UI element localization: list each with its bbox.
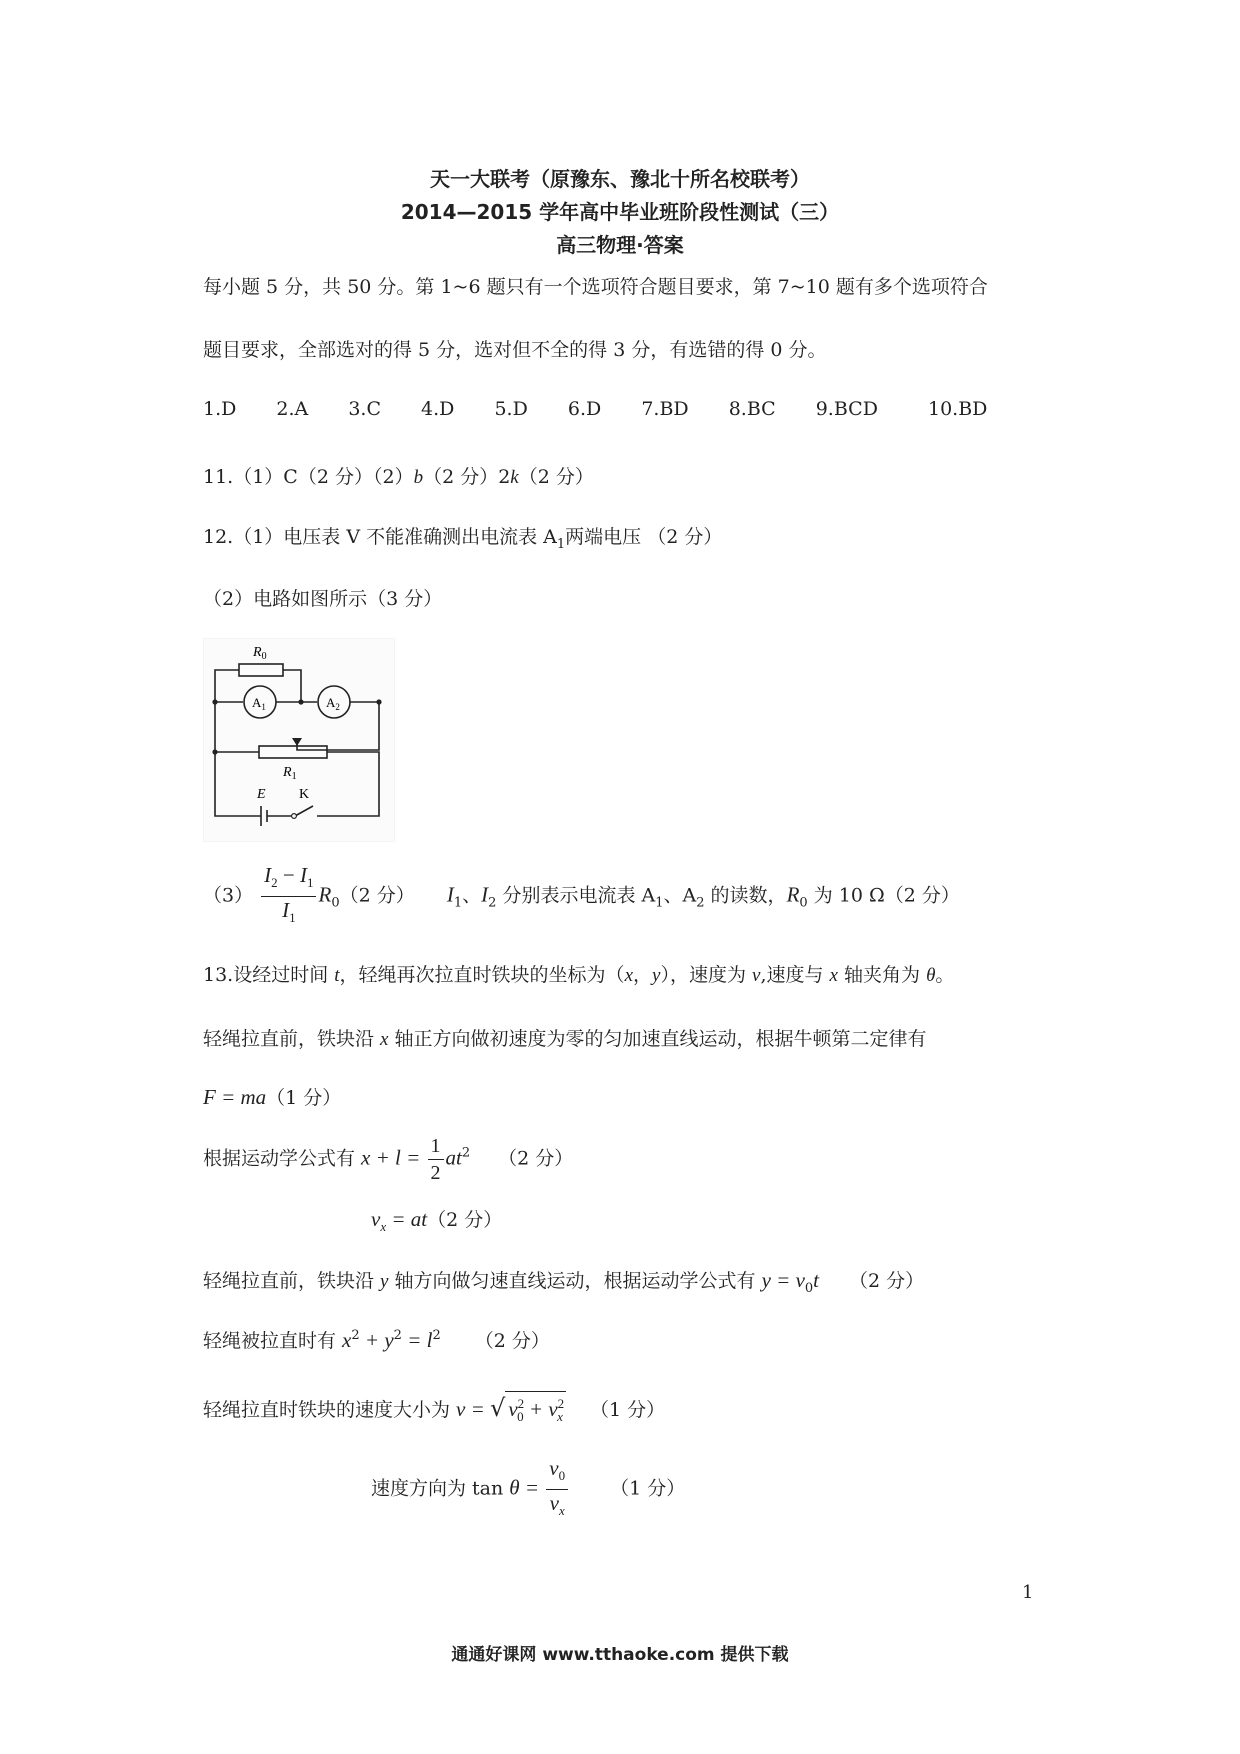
q13-x: x [624, 965, 633, 986]
label-a2: $A_2$ [326, 695, 340, 712]
q13-eq-kinematic [203, 1133, 573, 1186]
switch-contact [292, 814, 297, 819]
eq-y-t: t [813, 1268, 820, 1292]
q12-part1-text: 12.（1）电压表 V 不能准确测出电流表 A [203, 526, 557, 548]
q13-text: ），速度为 [660, 964, 752, 986]
header-line-2: 2014—2015 学年高中毕业班阶段性测试（三） [400, 200, 840, 224]
eq-circle-l: = l [401, 1328, 433, 1352]
frac-den: 2 [430, 1162, 441, 1184]
eq-speed-vx: + v [523, 1397, 558, 1421]
q12-desc2: 的读数， [704, 884, 787, 907]
q12-r0b-sub: 0 [799, 895, 808, 911]
q13-text: ，轻绳再次拉直时铁块的坐标为（ [339, 964, 625, 986]
eq-speed-v0: v [508, 1397, 518, 1421]
q13-theta: θ [926, 965, 936, 986]
frac-num-a-sub: 2 [271, 875, 278, 890]
label-a1: $A_1$ [252, 695, 266, 712]
junction-dot [376, 699, 381, 704]
eq-y: y = v [761, 1268, 805, 1292]
eq-kin-lhs: x + l = [361, 1145, 426, 1170]
eq-sup: 2 [432, 1328, 441, 1343]
q13-text: 轴方向做匀速直线运动，根据运动学公式有 [388, 1270, 762, 1292]
eq-sup: 2 [351, 1328, 360, 1343]
frac-den: v [549, 1491, 559, 1515]
eq-speed-v: v = [456, 1397, 491, 1421]
q13-text: 轻绳拉直前，铁块沿 [203, 1270, 381, 1292]
q12-r0b: R [786, 882, 800, 907]
eq-dir-theta: θ [509, 1475, 520, 1500]
q13-text: 轻绳拉直时铁块的速度大小为 [203, 1399, 457, 1421]
frac-num-a: I [264, 863, 272, 887]
q11-answer [203, 462, 594, 489]
q12-part3 [203, 862, 960, 931]
answer-item: 7.BD [641, 398, 689, 420]
header-line-1: 天一大联考（原豫东、豫北十所名校联考） [430, 167, 810, 191]
choice-answers [203, 398, 1021, 420]
frac-den-sub: x [558, 1503, 565, 1518]
q13-line-2 [203, 1024, 927, 1051]
answer-item: 3.C [348, 398, 381, 420]
frac-num-op: − [277, 863, 300, 887]
junction-dot [298, 699, 303, 704]
sqrt-sign: √ [490, 1394, 506, 1422]
answer-item: 8.BC [728, 398, 776, 420]
q13-score: （2 分） [498, 1147, 574, 1170]
q12-i2: I [481, 882, 489, 907]
q11-prefix: 11.（1）C（2 分）（2） [203, 466, 414, 488]
q13-score: （2 分） [849, 1270, 925, 1292]
frac-den: I [282, 898, 290, 922]
q13-text: 根据运动学公式有 [203, 1147, 362, 1170]
q12-part3-label: （3） [203, 884, 254, 907]
page-number: 1 [1022, 1582, 1034, 1603]
q12-a2-sub: 2 [696, 895, 705, 911]
eq-kin-half [428, 1133, 444, 1186]
q12-i2-sub: 2 [488, 895, 497, 911]
eq-circle-y: + y [359, 1328, 394, 1352]
sqrt-content [505, 1391, 566, 1429]
q13-text: 轴正方向做初速度为零的匀加速直线运动，根据牛顿第二定律有 [388, 1028, 927, 1050]
q13-score: （2 分） [474, 1330, 550, 1352]
q12-part1-sub: 1 [556, 537, 566, 552]
q12-score1: （2 分） [339, 884, 415, 907]
q13-text: 轻绳拉直前，铁块沿 [203, 1028, 381, 1050]
q13-text: ,速度与 [760, 964, 830, 986]
label-r1: $R_1$ [283, 765, 297, 782]
q13-y: y [652, 965, 661, 986]
q12-sep: 、 [462, 884, 482, 907]
circuit-diagram [203, 638, 395, 842]
eq-sup: 2 [557, 1396, 565, 1411]
frac-num: 1 [428, 1133, 444, 1160]
q13-score: （2 分） [427, 1209, 503, 1231]
eq-vx-rhs: = at [386, 1207, 428, 1231]
eq-sub: 0 [517, 1409, 524, 1424]
q13-text: 速度方向为 tan [371, 1477, 510, 1500]
q12-part1-text-b: 两端电压 （2 分） [565, 526, 723, 548]
eq-y-sub: 0 [804, 1281, 814, 1296]
frac-num-b: I [299, 863, 307, 887]
q13-text: 13.设经过时间 [203, 964, 335, 986]
eq-sub: x [557, 1409, 563, 1424]
q13-score: （1 分） [589, 1399, 666, 1421]
q13-text: 。 [935, 964, 955, 986]
footer-download-note: 通通好课网 www.tthaoke.com 提供下载 [451, 1645, 789, 1665]
intro-line-1: 每小题 5 分，共 50 分。第 1~6 题只有一个选项符合题目要求，第 7~10 题有多个选项符合 [203, 276, 988, 298]
junction-dot [212, 749, 217, 754]
label-e: E [257, 787, 266, 802]
eq-sup: 2 [517, 1396, 525, 1411]
eq-dir-eq: = [519, 1475, 545, 1500]
answer-item: 2.A [276, 398, 309, 420]
q13-line-1 [203, 960, 954, 987]
eq-dir-fraction [546, 1455, 568, 1524]
label-k: K [299, 787, 310, 802]
q11-k: k [510, 467, 519, 488]
frac-num-sub: 0 [558, 1468, 566, 1483]
q12-desc-sep: 、A [663, 884, 697, 907]
q13-eq-direction [371, 1455, 685, 1524]
q13-t: t [334, 965, 340, 986]
header-line-3: 高三物理·答案 [556, 233, 684, 257]
q11-mid: （2 分）2 [423, 466, 511, 488]
q13-eq-circle [203, 1326, 550, 1353]
q13-x: x [380, 1029, 389, 1050]
q12-r0-sub: 0 [331, 895, 340, 911]
q12-i1-sub: 1 [453, 895, 463, 911]
q13-y: y [380, 1271, 389, 1292]
intro-line-2: 题目要求，全部选对的得 5 分，选对但不全的得 3 分，有选错的得 0 分。 [203, 339, 827, 361]
q12-desc: 分别表示电流表 A [496, 884, 656, 907]
q13-score: （1 分） [266, 1087, 342, 1109]
q13-x: x [829, 965, 838, 986]
answer-item: 6.D [567, 398, 602, 420]
answer-item: 5.D [494, 398, 528, 420]
eq-vx-sub: x [380, 1219, 387, 1234]
frac-num: v [549, 1456, 559, 1480]
q12-r0: R [318, 882, 332, 907]
eq-kin-rhs: at [445, 1145, 462, 1170]
q13-v: v [752, 965, 761, 986]
q13-text: 轴夹角为 [837, 964, 927, 986]
answer-item: 9.BCD [815, 398, 878, 420]
q13-eq-vx [371, 1205, 502, 1235]
frac-num-b-sub: 1 [306, 875, 314, 890]
q11-end: （2 分） [518, 466, 594, 488]
answer-item: 1.D [203, 398, 237, 420]
q12-a1-sub: 1 [655, 895, 664, 911]
q13-text: ， [633, 964, 653, 986]
eq-sup: 2 [393, 1328, 402, 1343]
eq-kin-sup: 2 [461, 1145, 471, 1161]
q12-fraction [261, 862, 316, 931]
q12-i1: I [446, 882, 454, 907]
q12-part2: （2）电路如图所示（3 分） [203, 588, 443, 610]
q13-text: 轻绳被拉直时有 [203, 1330, 343, 1352]
answer-item: 4.D [421, 398, 455, 420]
answer-item: 10.BD [927, 398, 988, 420]
label-r0: $R_0$ [253, 645, 267, 662]
q13-eq-newton [203, 1083, 341, 1110]
q12-part1 [203, 522, 722, 552]
eq-circle-x: x [342, 1328, 352, 1352]
q13-eq-speed [203, 1391, 665, 1429]
q13-score: （1 分） [610, 1477, 686, 1500]
q13-eq-y [203, 1266, 924, 1296]
q12-desc3: 为 10 Ω（2 分） [807, 884, 960, 907]
q11-b: b [413, 467, 424, 488]
eq-vx-v: v [371, 1207, 381, 1231]
frac-den-sub: 1 [289, 910, 296, 925]
eq-f-ma: F = ma [203, 1085, 267, 1109]
junction-dot [212, 699, 217, 704]
